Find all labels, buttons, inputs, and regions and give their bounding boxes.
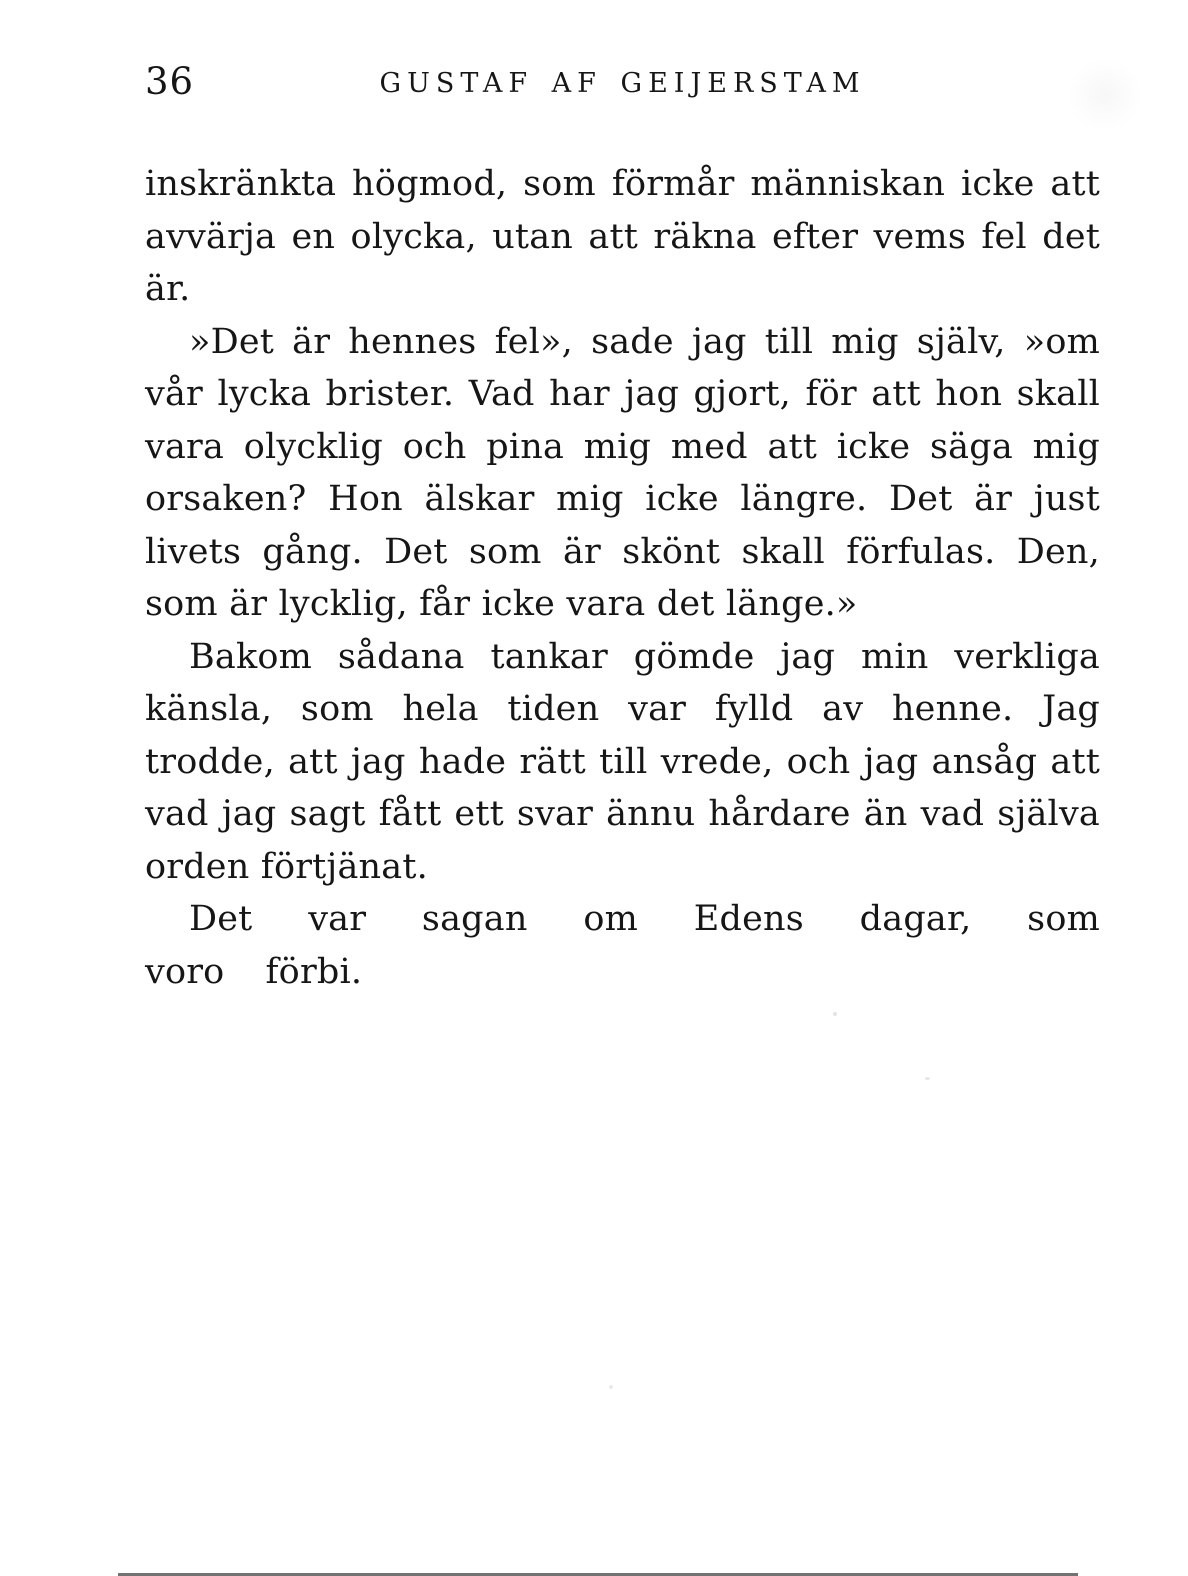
page-header	[145, 60, 1100, 124]
body-text	[145, 158, 1100, 998]
scan-speck	[833, 1012, 837, 1016]
scan-speck	[925, 1077, 930, 1080]
running-header-title: GUSTAF AF GEIJERSTAM	[379, 68, 866, 99]
paragraph: Det var sagan om Edens dagar, som voro förbi.	[145, 899, 1100, 992]
page-number: 36	[145, 60, 195, 103]
paragraph: »Det är hennes fel», sade jag till mig själv, »om vår lycka brister. Vad har jag gjort, för att hon skall vara olycklig och pina mig med att icke säga mig orsaken? Hon älskar mig icke längre. Det är just livets gång. Det som är skönt skall förfulas. Den, som är lycklig, får icke vara det länge.»	[145, 321, 1100, 624]
paragraph: Bakom sådana tankar gömde jag min verkliga känsla, som hela tiden var fylld av henne. Jag trodde, att jag hade rätt till vrede, och jag ansåg att vad jag sagt fått ett svar ännu hårdare än vad själva orden förtjänat.	[145, 636, 1100, 887]
paragraph: inskränkta högmod, som förmår människan icke att avvärja en olycka, utan att räkna efter vems fel det är.	[145, 164, 1100, 309]
scan-speck	[609, 1385, 613, 1389]
scan-speck	[725, 651, 730, 656]
